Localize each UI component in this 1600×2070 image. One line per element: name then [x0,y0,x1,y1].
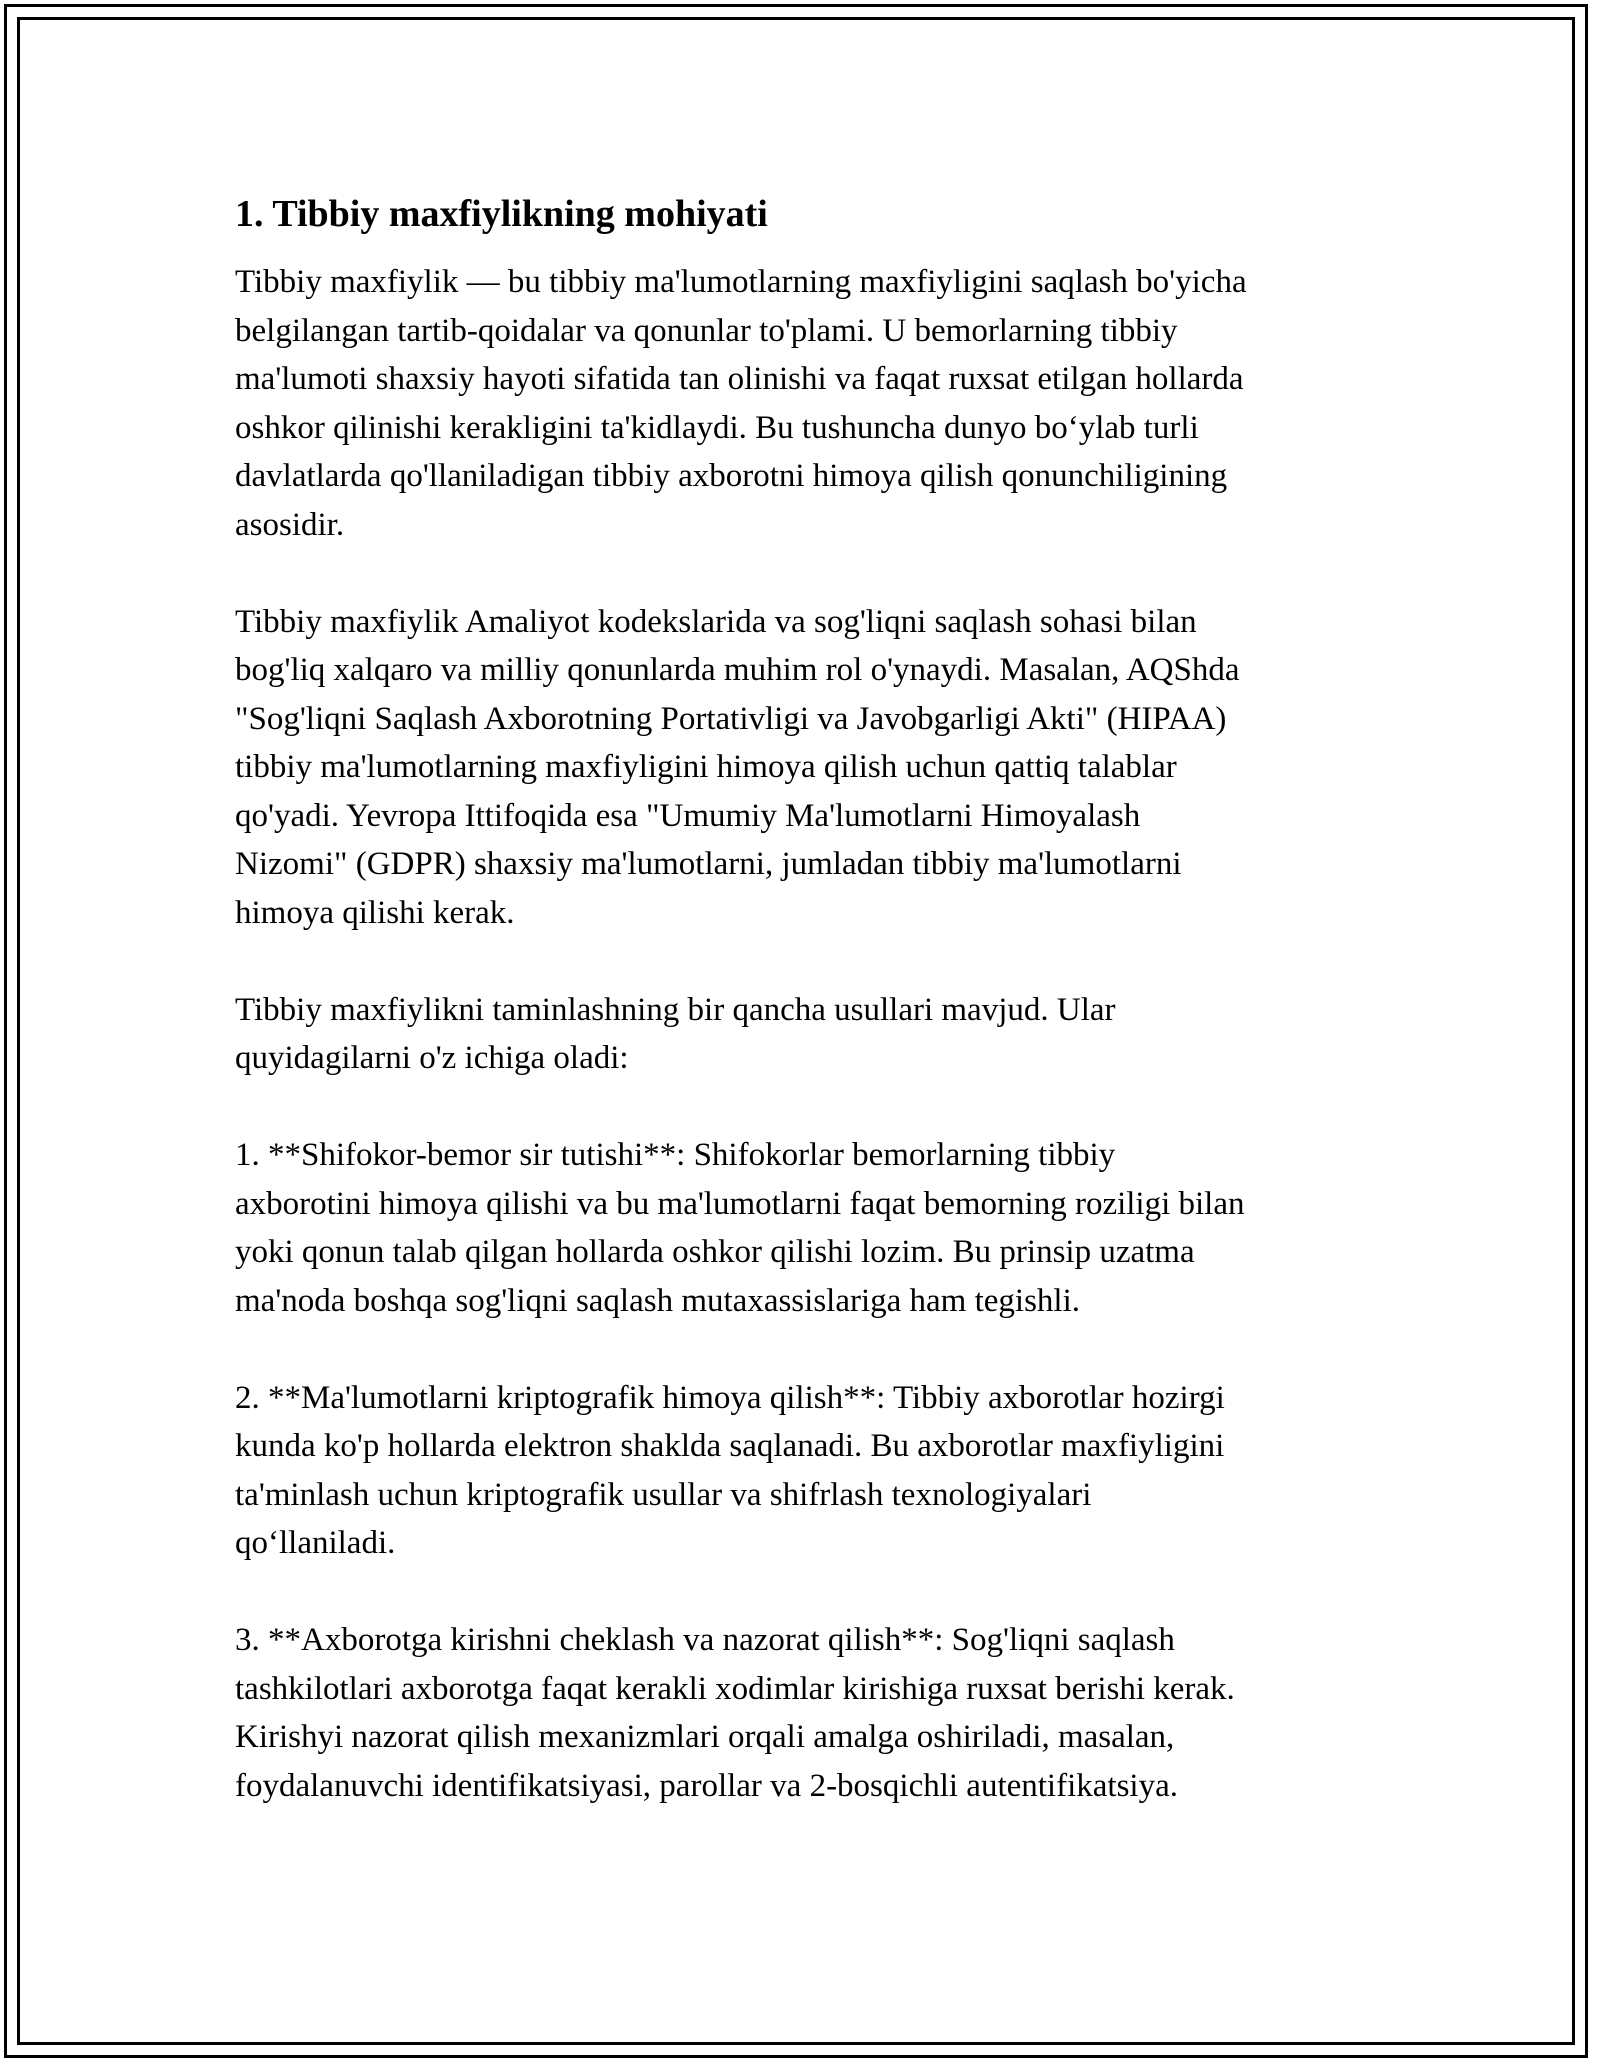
paragraph-laws: Tibbiy maxfiylik Amaliyot kodekslarida va sog'liqni saqlash sohasi bilan bog'liq xalqaro va milliy qonunlarda muhim rol o'ynaydi. Masalan, AQShda "Sog'liqni Saqlash Axborotning Portativligi va Javobgarligi Akti" (HIPAA) tibbiy ma'lumotlarning maxfiyligini himoya qilish uchun qattiq talablar qo'yadi. Yevropa Ittifoqida esa "Umumiy Ma'lumotlarni Himoyalash Nizomi" (GDPR) shaxsiy ma'lumotlarni, jumladan tibbiy ma'lumotlarni himoya qilishi kerak. [235,603,1240,931]
list-item-cryptographic-protection: 2. **Ma'lumotlarni kriptografik himoya qilish**: Tibbiy axborotlar hozirgi kunda ko'p hollarda elektron shaklda saqlanadi. Bu axborotlar maxfiyligini ta'minlash uchun kriptografik usullar va shifrlash texnologiyalari qo‘llaniladi. [235,1379,1225,1561]
list-item-doctor-patient-secrecy: 1. **Shifokor-bemor sir tutishi**: Shifokorlar bemorlarning tibbiy axborotini himoya qilishi va bu ma'lumotlarni faqat bemorning roziligi bilan yoki qonun talab qilgan hollarda oshkor qilishi lozim. Bu prinsip uzatma ma'noda boshqa sog'liqni saqlash mutaxassislariga ham tegishli. [235,1137,1245,1319]
page-title: 1. Tibbiy maxfiylikning mohiyati [235,193,768,235]
list-item-access-control: 3. **Axborotga kirishni cheklash va nazorat qilish**: Sog'liqni saqlash tashkilotlari axborotga faqat kerakli xodimlar kirishiga ruxsat berishi kerak. Kirishyi nazorat qilish mexanizmlari orqali amalga oshiriladi, masalan, foydalanuvchi identifikatsiyasi, parollar va 2-bosqichli autentifikatsiya. [235,1622,1235,1804]
paragraph-definition: Tibbiy maxfiylik — bu tibbiy ma'lumotlarning maxfiyligini saqlash bo'yicha belgilangan tartib-qoidalar va qonunlar to'plami. U bemorlarning tibbiy ma'lumoti shaxsiy hayoti sifatida tan olinishi va faqat ruxsat etilgan hollarda oshkor qilinishi kerakligini ta'kidlaydi. Bu tushuncha dunyo bo‘ylab turli davlatlarda qo'llaniladigan tibbiy axborotni himoya qilish qonunchiligining asosidir. [235,264,1247,543]
document-body [235,190,1385,1859]
paragraph-methods-intro: Tibbiy maxfiylikni taminlashning bir qancha usullari mavjud. Ular quyidagilarni o'z ichiga oladi: [235,991,1116,1076]
